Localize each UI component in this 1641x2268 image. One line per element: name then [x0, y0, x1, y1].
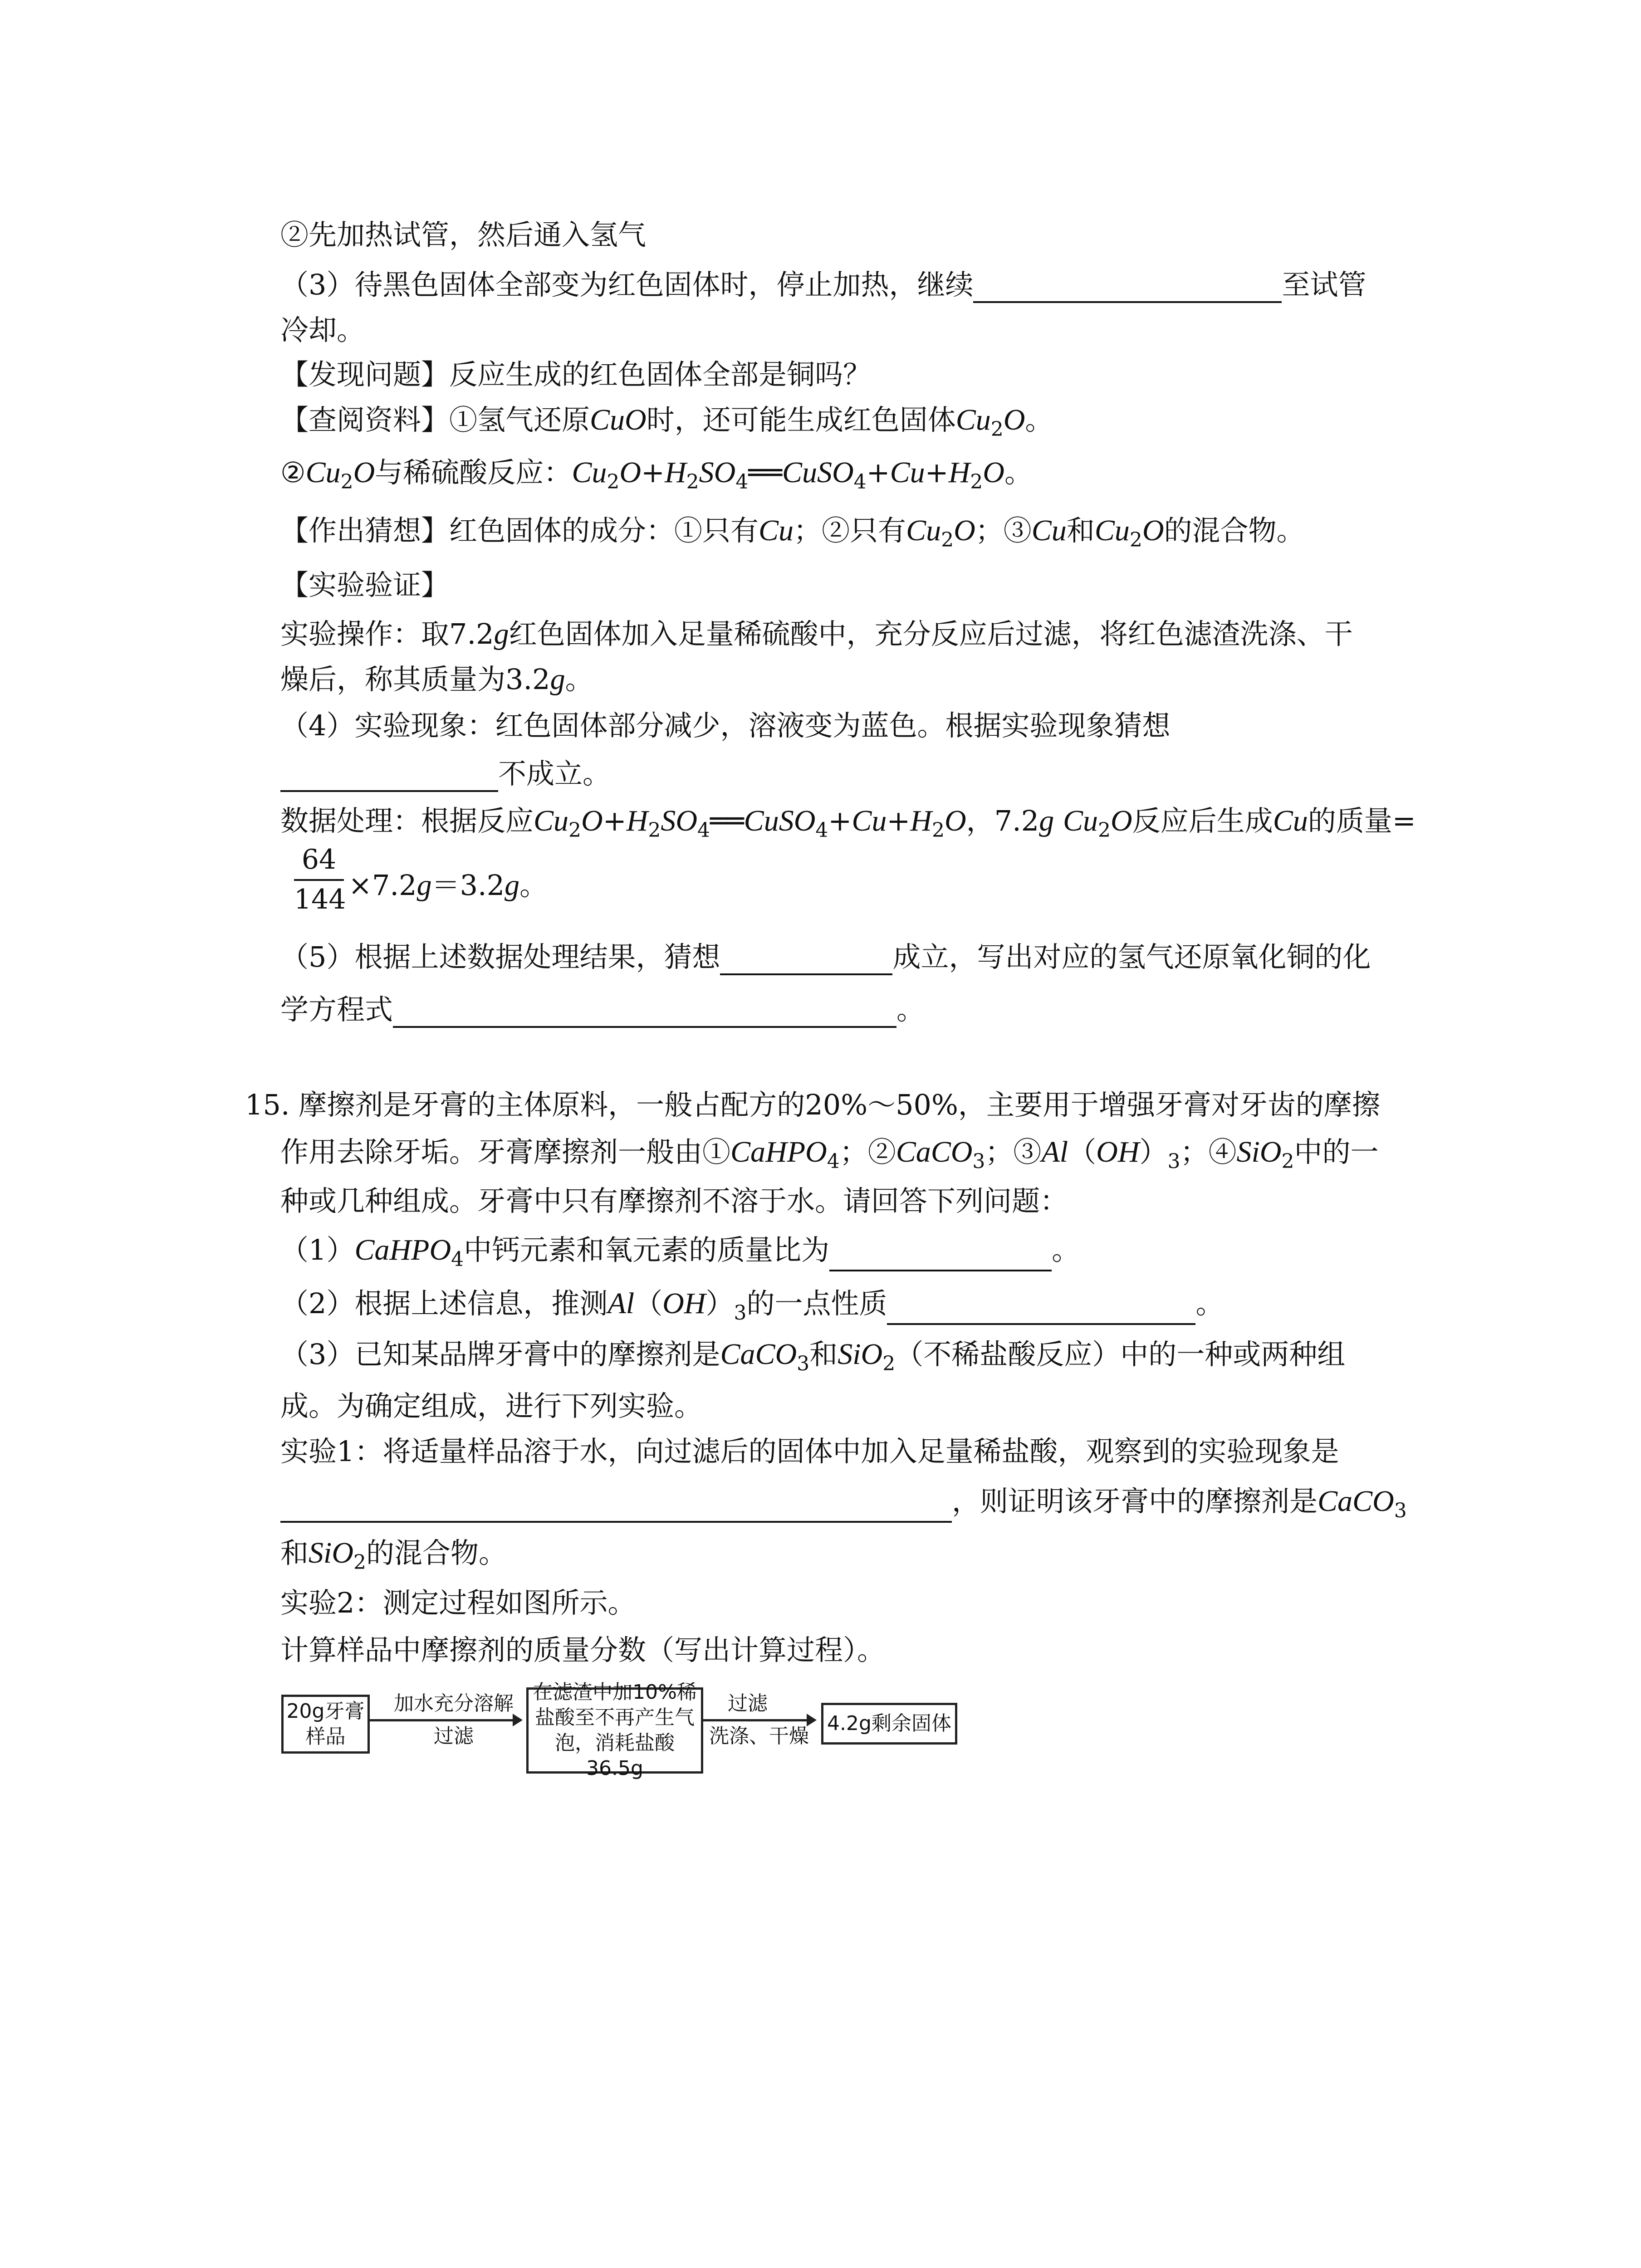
- fraction-tail: ×7.2g＝3.2g。: [348, 869, 548, 902]
- flow-arrow: [702, 1719, 815, 1721]
- answer-blank[interactable]: [887, 1294, 1195, 1325]
- text-line: 冷却。: [280, 313, 365, 347]
- answer-blank[interactable]: [393, 997, 896, 1028]
- answer-blank[interactable]: [720, 944, 892, 975]
- flow-label-filter-2: 过滤: [728, 1692, 768, 1715]
- answer-blank[interactable]: [280, 1492, 952, 1523]
- flow-label-wash-dry: 洗涤、干燥: [709, 1725, 809, 1748]
- sub-question-3: （3）已知某品牌牙膏中的摩擦剂是CaCO$_3$和SiO$_2$（不稀盐酸反应）中的一种或两种组: [280, 1338, 1346, 1375]
- flow-arrow: [368, 1719, 521, 1721]
- fraction-bar: [294, 879, 344, 881]
- chemical-equation-line: 数据处理：根据反应$Cu_2O+H_2SO_4══CuSO_4+Cu+H_2O$，7.2g $Cu_2O$反应后生成Cu的质量=: [280, 804, 1416, 842]
- text-line: ，则证明该牙膏中的摩擦剂是CaCO$_3$: [280, 1483, 1407, 1523]
- question-15-stem: 15. 摩擦剂是牙膏的主体原料，一般占配方的20%～50%，主要用于增强牙膏对牙齿的摩擦: [245, 1088, 1380, 1121]
- text-line: 【作出猜想】红色固体的成分：①只有Cu；②只有$Cu_2O$；③Cu和$Cu_2O$的混合物。: [280, 514, 1305, 552]
- sub-question-2: （2）根据上述信息，推测$Al(OH)_3$的一点性质 。: [280, 1287, 1224, 1325]
- text-line: 实验操作：取7.2g红色固体加入足量稀硫酸中，充分反应后过滤，将红色滤渣洗涤、干: [280, 617, 1353, 650]
- answer-blank[interactable]: [829, 1241, 1052, 1271]
- text-line: 种或几种组成。牙膏中只有摩擦剂不溶于水。请回答下列问题：: [280, 1184, 1068, 1217]
- section-heading: 【实验验证】: [280, 568, 450, 601]
- text-line: 燥后，称其质量为3.2g。: [280, 663, 593, 696]
- answer-blank[interactable]: [973, 272, 1282, 303]
- text-line: 不成立。: [280, 756, 611, 792]
- text-line: （4）实验现象：红色固体部分减少，溶液变为蓝色。根据实验现象猜想: [280, 709, 1171, 742]
- answer-blank[interactable]: [280, 761, 498, 792]
- fraction-numerator: 64: [301, 844, 337, 875]
- flow-box-residue: 4.2g剩余固体: [821, 1703, 957, 1745]
- fraction-expression: [280, 844, 734, 930]
- flow-label-filter: 过滤: [434, 1725, 474, 1748]
- flow-box-acid: 在滤渣中加10%稀 盐酸至不再产生气 泡，消耗盐酸36.5g: [526, 1687, 703, 1774]
- text-line: 实验2：测定过程如图所示。: [280, 1586, 636, 1619]
- text-line: 计算样品中摩擦剂的质量分数（写出计算过程）。: [280, 1633, 886, 1667]
- text-line: 【查阅资料】①氢气还原CuO时，还可能生成红色固体$Cu_2O$。: [280, 403, 1053, 441]
- text-line: 实验1：将适量样品溶于水，向过滤后的固体中加入足量稀盐酸，观察到的实验现象是: [280, 1435, 1339, 1468]
- text-line: ②先加热试管，然后通入氢气: [280, 218, 647, 251]
- text-line: 成。为确定组成，进行下列实验。: [280, 1389, 703, 1422]
- text-line: 和SiO$_2$的混合物。: [280, 1536, 507, 1574]
- sub-question-1: （1）CaHPO$_4$中钙元素和氧元素的质量比为 。: [280, 1233, 1080, 1271]
- chemical-equation-line: $②Cu_2O$与稀硫酸反应：$Cu_2O+H_2SO_4══CuSO_4+Cu+H_2O$。: [280, 456, 1033, 494]
- text-line: 【发现问题】反应生成的红色固体全部是铜吗？: [280, 358, 872, 391]
- text-line: 学方程式 。: [280, 992, 925, 1028]
- flow-box-sample: 20g牙膏 样品: [281, 1695, 370, 1754]
- fraction-denominator: 144: [294, 884, 346, 915]
- text-line: 作用去除牙垢。牙膏摩擦剂一般由①CaHPO$_4$；②CaCO$_3$；$③Al(OH)_3$；④SiO$_2$中的一: [280, 1135, 1379, 1173]
- flow-label-dissolve: 加水充分溶解: [394, 1692, 514, 1715]
- text-line: （5）根据上述数据处理结果，猜想 成立，写出对应的氢气还原氧化铜的化: [280, 939, 1371, 975]
- text-line: （3）待黑色固体全部变为红色固体时，停止加热，继续 至试管: [280, 267, 1366, 303]
